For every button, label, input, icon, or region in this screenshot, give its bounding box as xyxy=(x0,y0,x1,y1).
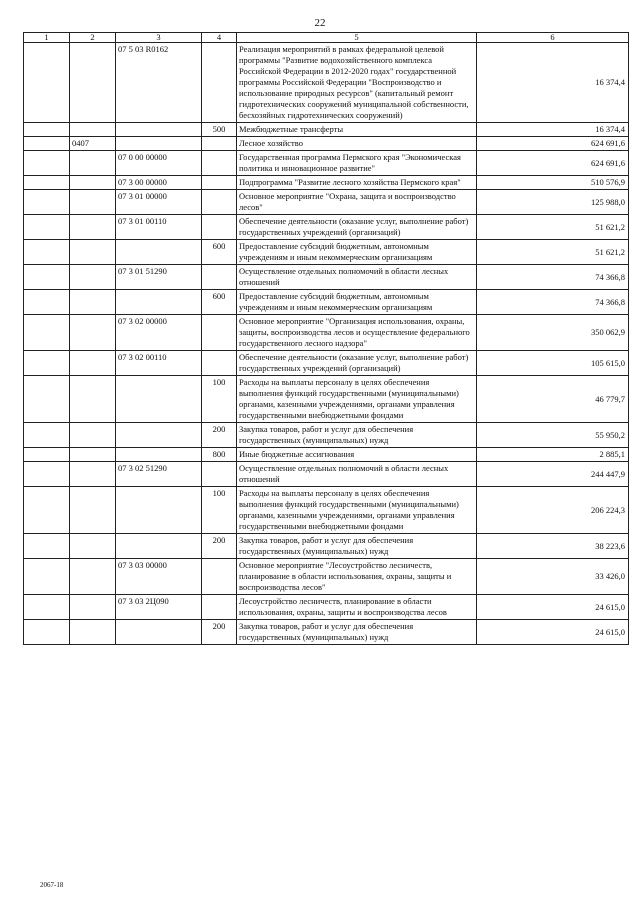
cell-target-code: 07 5 03 R0162 xyxy=(116,43,202,123)
cell-expense-type xyxy=(202,190,237,215)
cell-section-code xyxy=(70,620,116,645)
table-row xyxy=(24,448,629,462)
cell-section-code xyxy=(70,43,116,123)
table-row xyxy=(24,423,629,448)
cell-amount: 51 621,2 xyxy=(477,240,629,265)
cell-expense-type xyxy=(202,265,237,290)
cell-amount: 33 426,0 xyxy=(477,559,629,595)
cell-target-code: 07 3 02 00000 xyxy=(116,315,202,351)
cell-description: Основное мероприятие "Лесоустройство лесничеств, планирование в области использования, охраны, защиты и воспроизводства лесов" xyxy=(237,559,477,595)
table-row xyxy=(24,376,629,423)
table-row xyxy=(24,240,629,265)
cell-description: Расходы на выплаты персоналу в целях обеспечения выполнения функций государственными (муниципальными) органами, казенными учреждениями, органами управления государственными внебюджетными фондами xyxy=(237,487,477,534)
cell-section-code: 0407 xyxy=(70,137,116,151)
cell-target-code: 07 3 00 00000 xyxy=(116,176,202,190)
cell-chapter xyxy=(24,620,70,645)
cell-section-code xyxy=(70,423,116,448)
table-row xyxy=(24,43,629,123)
cell-expense-type: 100 xyxy=(202,376,237,423)
cell-description: Закупка товаров, работ и услуг для обеспечения государственных (муниципальных) нужд xyxy=(237,620,477,645)
cell-target-code xyxy=(116,534,202,559)
cell-target-code xyxy=(116,290,202,315)
cell-chapter xyxy=(24,151,70,176)
cell-target-code: 07 3 01 00110 xyxy=(116,215,202,240)
table-row xyxy=(24,487,629,534)
header-cell: 1 xyxy=(24,33,70,43)
cell-section-code xyxy=(70,215,116,240)
cell-chapter xyxy=(24,290,70,315)
cell-expense-type: 100 xyxy=(202,487,237,534)
cell-section-code xyxy=(70,376,116,423)
cell-chapter xyxy=(24,176,70,190)
cell-amount: 46 779,7 xyxy=(477,376,629,423)
footer-code: 2067-18 xyxy=(40,881,64,889)
cell-amount: 244 447,9 xyxy=(477,462,629,487)
cell-chapter xyxy=(24,43,70,123)
cell-expense-type xyxy=(202,462,237,487)
cell-amount: 51 621,2 xyxy=(477,215,629,240)
table-row xyxy=(24,265,629,290)
cell-chapter xyxy=(24,137,70,151)
cell-section-code xyxy=(70,462,116,487)
cell-expense-type: 200 xyxy=(202,423,237,448)
cell-amount: 16 374,4 xyxy=(477,43,629,123)
cell-expense-type xyxy=(202,151,237,176)
table-row xyxy=(24,559,629,595)
cell-chapter xyxy=(24,351,70,376)
page-number: 22 xyxy=(314,17,326,29)
cell-amount: 2 885,1 xyxy=(477,448,629,462)
cell-chapter xyxy=(24,423,70,448)
table-row xyxy=(24,534,629,559)
cell-target-code: 07 0 00 00000 xyxy=(116,151,202,176)
cell-section-code xyxy=(70,123,116,137)
cell-target-code: 07 3 02 00110 xyxy=(116,351,202,376)
cell-description: Расходы на выплаты персоналу в целях обеспечения выполнения функций государственными (муниципальными) органами, казенными учреждениями, органами управления государственными внебюджетными фондами xyxy=(237,376,477,423)
cell-chapter xyxy=(24,315,70,351)
cell-amount: 206 224,3 xyxy=(477,487,629,534)
cell-description: Основное мероприятие "Организация использования, охраны, защиты, воспроизводства лесов и осуществление федерального государственного лесного надзора" xyxy=(237,315,477,351)
cell-amount: 105 615,0 xyxy=(477,351,629,376)
cell-target-code: 07 3 02 51290 xyxy=(116,462,202,487)
cell-amount: 624 691,6 xyxy=(477,137,629,151)
cell-section-code xyxy=(70,265,116,290)
header-cell: 6 xyxy=(477,33,629,43)
budget-table xyxy=(23,32,629,645)
table-row xyxy=(24,620,629,645)
table-row xyxy=(24,176,629,190)
cell-target-code xyxy=(116,376,202,423)
cell-amount: 38 223,6 xyxy=(477,534,629,559)
cell-section-code xyxy=(70,487,116,534)
cell-chapter xyxy=(24,123,70,137)
cell-description: Закупка товаров, работ и услуг для обеспечения государственных (муниципальных) нужд xyxy=(237,534,477,559)
cell-chapter xyxy=(24,215,70,240)
cell-target-code xyxy=(116,448,202,462)
cell-description: Предоставление субсидий бюджетным, автономным учреждениям и иным некоммерческим организациям xyxy=(237,290,477,315)
cell-chapter xyxy=(24,265,70,290)
cell-expense-type: 800 xyxy=(202,448,237,462)
table-row xyxy=(24,123,629,137)
cell-expense-type xyxy=(202,595,237,620)
cell-expense-type xyxy=(202,176,237,190)
cell-chapter xyxy=(24,559,70,595)
header-cell: 2 xyxy=(70,33,116,43)
table-row xyxy=(24,595,629,620)
table-row xyxy=(24,190,629,215)
cell-expense-type: 200 xyxy=(202,534,237,559)
cell-amount: 16 374,4 xyxy=(477,123,629,137)
cell-section-code xyxy=(70,448,116,462)
cell-target-code: 07 3 03 00000 xyxy=(116,559,202,595)
cell-expense-type xyxy=(202,215,237,240)
cell-amount: 24 615,0 xyxy=(477,620,629,645)
table-row xyxy=(24,151,629,176)
cell-amount: 125 988,0 xyxy=(477,190,629,215)
cell-description: Осуществление отдельных полномочий в области лесных отношений xyxy=(237,265,477,290)
cell-chapter xyxy=(24,534,70,559)
header-cell: 5 xyxy=(237,33,477,43)
cell-expense-type: 200 xyxy=(202,620,237,645)
cell-target-code xyxy=(116,487,202,534)
cell-expense-type xyxy=(202,559,237,595)
cell-amount: 624 691,6 xyxy=(477,151,629,176)
header-row xyxy=(24,33,629,43)
cell-section-code xyxy=(70,151,116,176)
cell-expense-type xyxy=(202,43,237,123)
table-row xyxy=(24,137,629,151)
cell-expense-type: 500 xyxy=(202,123,237,137)
cell-section-code xyxy=(70,559,116,595)
cell-amount: 55 950,2 xyxy=(477,423,629,448)
cell-description: Государственная программа Пермского края "Экономическая политика и инновационное развитие" xyxy=(237,151,477,176)
cell-chapter xyxy=(24,190,70,215)
cell-description: Основное мероприятие "Охрана, защита и воспроизводство лесов" xyxy=(237,190,477,215)
cell-section-code xyxy=(70,315,116,351)
cell-amount: 350 062,9 xyxy=(477,315,629,351)
cell-description: Предоставление субсидий бюджетным, автономным учреждениям и иным некоммерческим организациям xyxy=(237,240,477,265)
cell-target-code xyxy=(116,620,202,645)
cell-description: Реализация мероприятий в рамках федеральной целевой программы "Развитие водохозяйственного комплекса Российской Федерации в 2012-2020 годах" государственной программы Российской Федерации "Воспроизводство и использование природных ресурсов" (капитальный ремонт гидротехнических сооружений муниципальной собственности, бесхозяйных гидротехнических сооружений) xyxy=(237,43,477,123)
cell-chapter xyxy=(24,448,70,462)
cell-expense-type xyxy=(202,351,237,376)
cell-section-code xyxy=(70,190,116,215)
cell-section-code xyxy=(70,595,116,620)
cell-description: Лесное хозяйство xyxy=(237,137,477,151)
cell-target-code: 07 3 01 51290 xyxy=(116,265,202,290)
cell-description: Закупка товаров, работ и услуг для обеспечения государственных (муниципальных) нужд xyxy=(237,423,477,448)
cell-description: Обеспечение деятельности (оказание услуг, выполнение работ) государственных учреждений (организаций) xyxy=(237,351,477,376)
cell-amount: 24 615,0 xyxy=(477,595,629,620)
cell-section-code xyxy=(70,351,116,376)
cell-description: Лесоустройство лесничеств, планирование в области использования, охраны, защиты и воспроизводства лесов xyxy=(237,595,477,620)
table-row xyxy=(24,290,629,315)
table-row xyxy=(24,215,629,240)
cell-amount: 510 576,9 xyxy=(477,176,629,190)
cell-target-code xyxy=(116,240,202,265)
cell-chapter xyxy=(24,595,70,620)
cell-target-code: 07 3 01 00000 xyxy=(116,190,202,215)
header-cell: 4 xyxy=(202,33,237,43)
header-cell: 3 xyxy=(116,33,202,43)
cell-section-code xyxy=(70,290,116,315)
cell-expense-type: 600 xyxy=(202,240,237,265)
cell-description: Обеспечение деятельности (оказание услуг, выполнение работ) государственных учреждений (организаций) xyxy=(237,215,477,240)
table-row xyxy=(24,351,629,376)
cell-target-code xyxy=(116,123,202,137)
cell-description: Осуществление отдельных полномочий в области лесных отношений xyxy=(237,462,477,487)
cell-chapter xyxy=(24,487,70,534)
cell-target-code: 07 3 03 2Ц090 xyxy=(116,595,202,620)
cell-chapter xyxy=(24,462,70,487)
cell-section-code xyxy=(70,176,116,190)
cell-chapter xyxy=(24,376,70,423)
table-row xyxy=(24,462,629,487)
cell-target-code xyxy=(116,137,202,151)
cell-target-code xyxy=(116,423,202,448)
cell-amount: 74 366,8 xyxy=(477,290,629,315)
cell-chapter xyxy=(24,240,70,265)
cell-description: Межбюджетные трансферты xyxy=(237,123,477,137)
cell-expense-type xyxy=(202,137,237,151)
cell-expense-type xyxy=(202,315,237,351)
cell-expense-type: 600 xyxy=(202,290,237,315)
cell-description: Подпрограмма "Развитие лесного хозяйства Пермского края" xyxy=(237,176,477,190)
cell-amount: 74 366,8 xyxy=(477,265,629,290)
cell-section-code xyxy=(70,240,116,265)
cell-description: Иные бюджетные ассигнования xyxy=(237,448,477,462)
table-row xyxy=(24,315,629,351)
cell-section-code xyxy=(70,534,116,559)
